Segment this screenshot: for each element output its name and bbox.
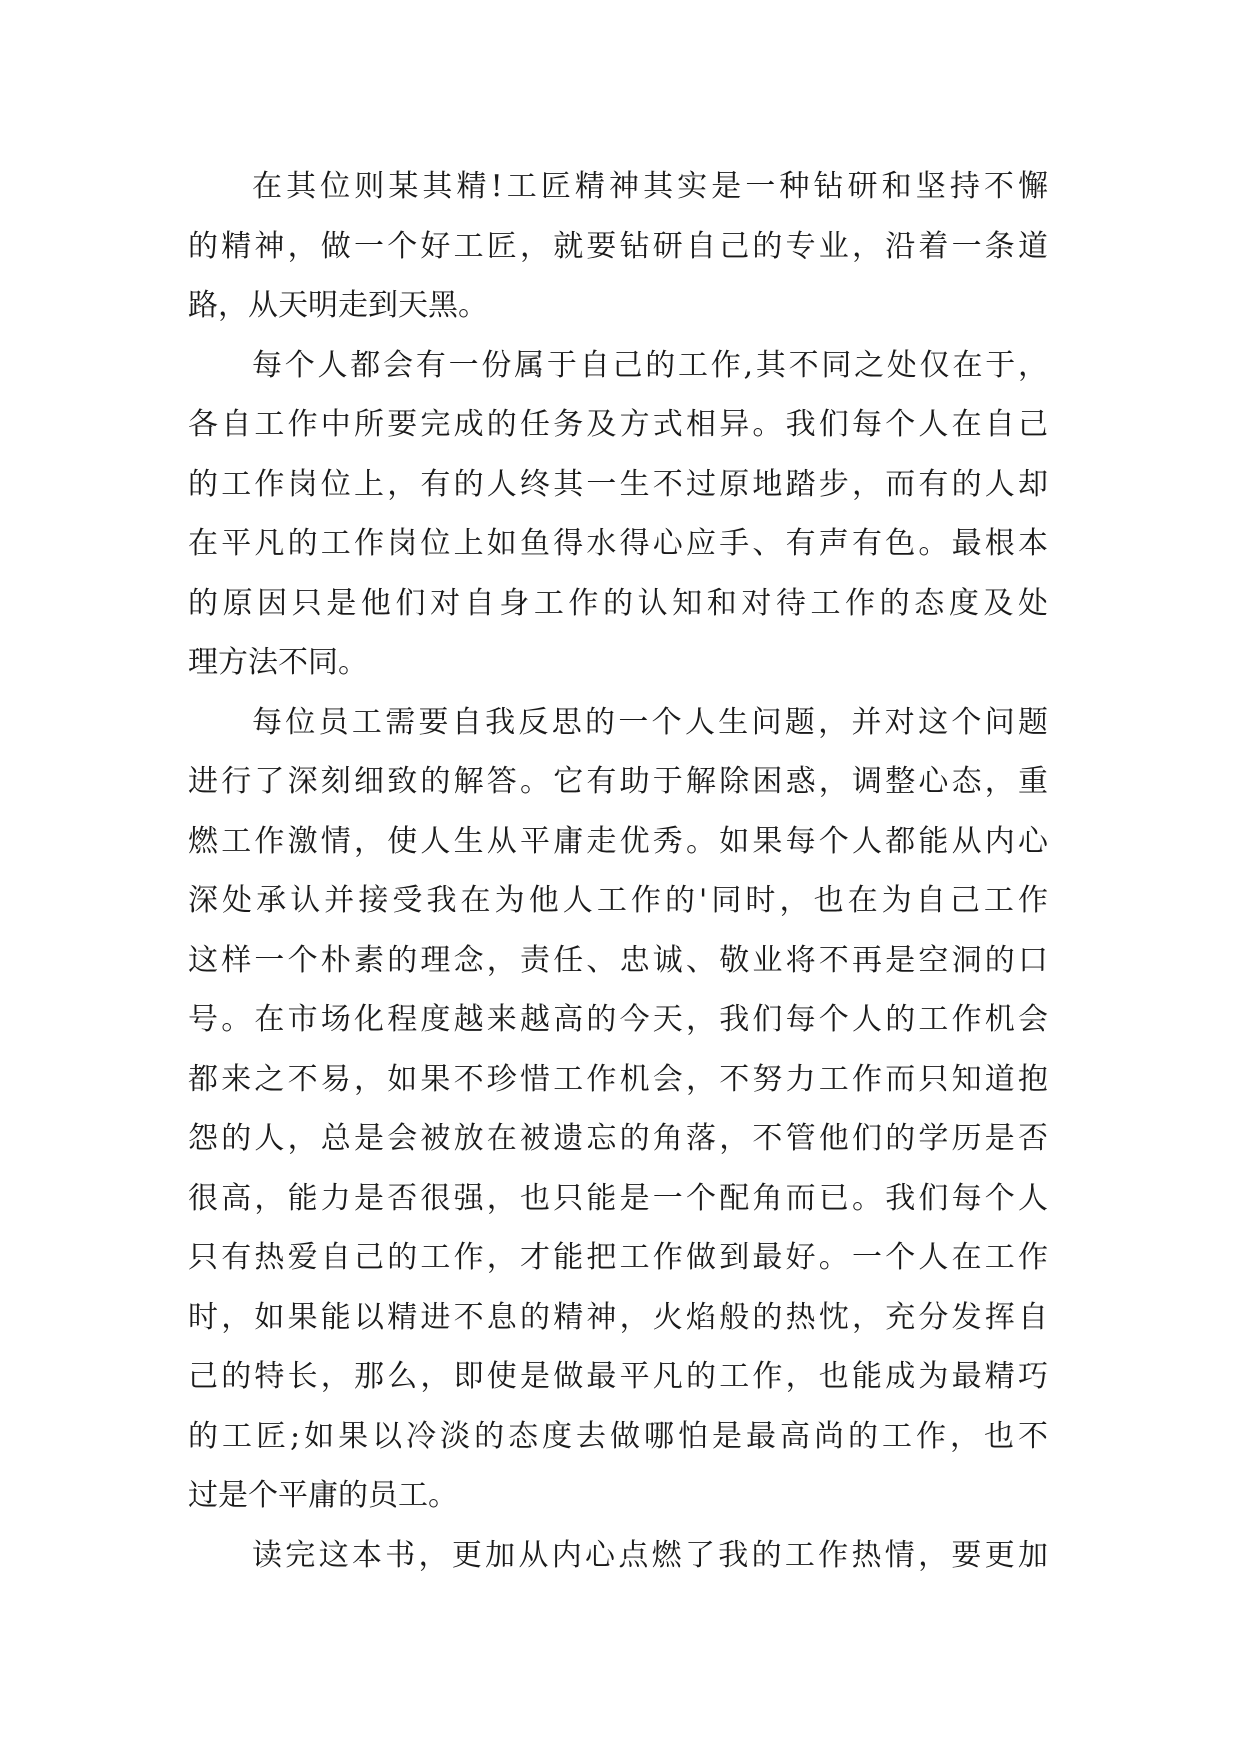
paragraph-2 xyxy=(188,336,1048,693)
text-line: 号。在市场化程度越来越高的今天，我们每个人的工作机会 xyxy=(188,1002,1048,1037)
text-line: 进行了深刻细致的解答。它有助于解除困惑，调整心态，重 xyxy=(188,764,1048,799)
text-line: 这样一个朴素的理念，责任、忠诚、敬业将不再是空洞的口 xyxy=(188,942,1048,978)
text-line: 过是个平庸的员工。 xyxy=(188,1478,458,1513)
text-line: 在平凡的工作岗位上如鱼得水得心应手、有声有色。最根本 xyxy=(188,526,1048,561)
paragraph-3 xyxy=(188,693,1048,1526)
paragraph-4 xyxy=(188,1526,1048,1586)
text-line: 怨的人，总是会被放在被遗忘的角落，不管他们的学历是否 xyxy=(188,1121,1048,1156)
text-line: 路，从天明走到天黑。 xyxy=(188,288,488,323)
text-line: 己的特长，那么，即使是做最平凡的工作，也能成为最精巧 xyxy=(188,1359,1048,1394)
text-line: 在其位则某其精!工匠精神其实是一种钻研和坚持不懈 xyxy=(252,169,1048,204)
text-line: 理方法不同。 xyxy=(188,645,368,680)
text-line: 每位员工需要自我反思的一个人生问题，并对这个问题 xyxy=(252,704,1048,740)
body-text xyxy=(188,157,1048,1585)
text-line: 的原因只是他们对自身工作的认知和对待工作的态度及处 xyxy=(188,585,1048,621)
text-line: 各自工作中所要完成的任务及方式相异。我们每个人在自己 xyxy=(188,407,1048,442)
text-line: 很高，能力是否很强，也只能是一个配角而已。我们每个人 xyxy=(188,1180,1048,1216)
text-line: 的精神，做一个好工匠，就要钻研自己的专业，沿着一条道 xyxy=(188,228,1048,264)
paragraph-1 xyxy=(188,157,1048,336)
text-line: 每个人都会有一份属于自己的工作,其不同之处仅在于， xyxy=(252,347,1048,383)
text-line: 燃工作激情，使人生从平庸走优秀。如果每个人都能从内心 xyxy=(188,823,1048,859)
text-line: 读完这本书，更加从内心点燃了我的工作热情，要更加 xyxy=(252,1537,1048,1573)
text-line: 时，如果能以精进不息的精神，火焰般的热忱，充分发挥自 xyxy=(188,1299,1048,1335)
text-line: 的工匠;如果以冷淡的态度去做哪怕是最高尚的工作，也不 xyxy=(188,1418,1048,1454)
text-line: 都来之不易，如果不珍惜工作机会，不努力工作而只知道抱 xyxy=(188,1061,1048,1097)
text-line: 只有热爱自己的工作，才能把工作做到最好。一个人在工作 xyxy=(188,1240,1048,1275)
text-line: 深处承认并接受我在为他人工作的'同时，也在为自己工作 xyxy=(188,883,1048,918)
text-line: 的工作岗位上，有的人终其一生不过原地踏步，而有的人却 xyxy=(188,466,1048,502)
